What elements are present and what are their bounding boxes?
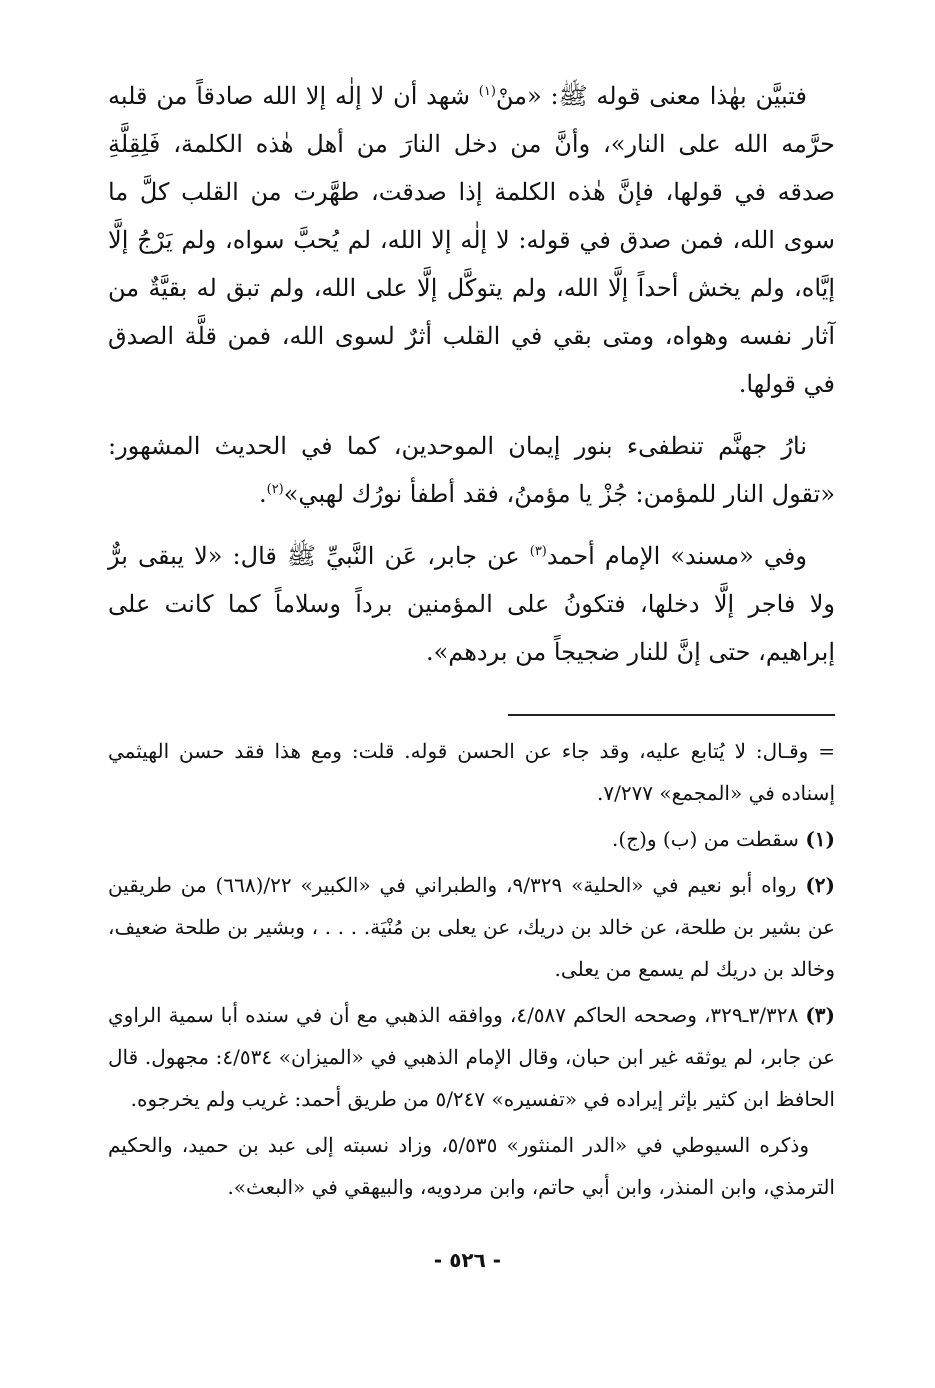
footnote-separator: [508, 714, 835, 716]
footnote-2: [108, 864, 835, 990]
footnote-continuation-marker: =: [818, 739, 835, 763]
footnote-2-number: (٢): [805, 873, 836, 897]
footnote-ref-3: (٣): [529, 544, 547, 559]
main-paragraph-1: [108, 72, 835, 408]
page-number: - ٥٢٦ -: [433, 1248, 502, 1272]
main-paragraph-3-text-b: عن جابر، عَن النَّبيِّ ﷺ قال: «لا يبقى برٌّ ولا فاجر إلَّا دخلها، فتكونُ على المؤمنين برداً وسلاماً كما كانت على إبراهيم، حتى إنَّ للنار ضجيجاً من بردهم».: [108, 542, 835, 666]
footnote-3-second-paragraph: [108, 1124, 835, 1208]
footnote-continuation: [108, 730, 835, 814]
main-paragraph-2-end: .: [258, 480, 267, 508]
footnote-3: [108, 994, 835, 1120]
footnote-3-number: (٣): [805, 1003, 836, 1027]
main-paragraph-3: [108, 532, 835, 676]
main-paragraph-1-text: فتبيَّن بهٰذا معنى قوله ﷺ: «منْ$^{(١)}$ شهد أن لا إلٰه إلا الله صادقاً من قلبه حرَّمه الله على النار»، وأنَّ من دخل النارَ من أهل هٰذه الكلمة، فَلِقِلَّةِ صدقه في قولها، فإنَّ هٰذه الكلمة إذا صدقت، طهَّرت من القلب كلَّ ما سوى الله، فمن صدق في قوله: لا إلٰه إلا الله، لم يُحبَّ سواه، ولم يَرْجُ إلَّا إيَّاه، ولم يخش أحداً إلَّا الله، ولم يتوكَّل إلَّا على الله، ولم تبق له بقيَّةٌ من آثار نفسه وهواه، ومتى بقي في القلب أثرٌ لسوى الله، فمن قلَّة الصدق في قولها.: [108, 82, 836, 398]
footnote-ref-2: (٢): [266, 482, 284, 497]
footnote-1-number: (١): [805, 827, 835, 851]
footnote-1: [108, 818, 835, 860]
page-body: [108, 72, 835, 1312]
footnote-continuation-text: وقـال: لا يُتابع عليه، وقد جاء عن الحسن قوله. قلت: ومع هذا فقد حسن الهيثمي إسناده في «المجمع» ٧/٢٧٧.: [108, 739, 835, 805]
main-paragraph-2-text: نارُ جهنَّم تنطفىء بنور إيمان الموحدين، كما في الحديث المشهور: «تقول النار للمؤمن: جُزْ يا مؤمنُ، فقد أطفأ نورُك لهبي»: [108, 432, 835, 508]
main-paragraph-3-text-a: وفي «مسند» الإمام أحمد: [546, 542, 807, 570]
footnotes: [108, 730, 835, 1208]
footnote-3b-text: وذكره السيوطي في «الدر المنثور» ٥/٥٣٥، وزاد نسبته إلى عبد بن حميد، والحكيم الترمذي، وابن المنذر، وابن أبي حاتم، وابن مردويه، والبيهقي في «البعث».: [108, 1133, 835, 1199]
footnote-1-text: سقطت من (ب) و(ج).: [612, 827, 799, 851]
footnote-2-text: رواه أبو نعيم في «الحلية» ٩/٣٢٩، والطبراني في «الكبير» ٢٢/(٦٦٨) من طريقين عن بشير بن طلحة، عن خالد بن دريك، عن يعلى بن مُنْيَة. . . . ، وبشير بن طلحة ضعيف، وخالد بن دريك لم يسمع من يعلى.: [108, 873, 835, 981]
footnote-3-text: ٣/٣٢٨ـ٣٢٩، وصححه الحاكم ٤/٥٨٧، ووافقه الذهبي مع أن في سنده أبا سمية الراوي عن جابر، لم يوثقه غير ابن حبان، وقال الإمام الذهبي في «الميزان» ٤/٥٣٤: مجهول. قال الحافظ ابن كثير بإثر إيراده في «تفسيره» ٥/٢٤٧ من طريق أحمد: غريب ولم يخرجوه.: [108, 1003, 836, 1111]
footnote-ref-1-inline: (١): [478, 84, 496, 99]
main-paragraph-2: [108, 422, 835, 518]
